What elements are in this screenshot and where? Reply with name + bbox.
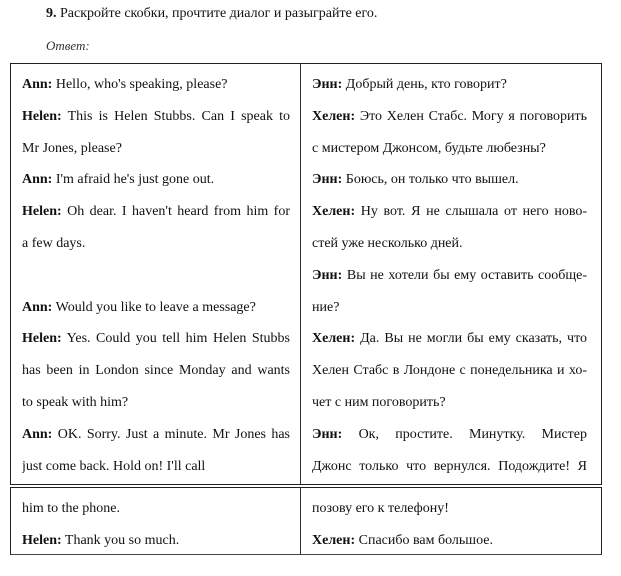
dialog-line	[22, 260, 290, 292]
russian-column	[301, 64, 601, 484]
line-text: Hello, who's speaking, please?	[55, 77, 228, 92]
speaker-name: Хелен:	[312, 204, 356, 220]
dialog-line	[312, 493, 587, 525]
speaker-name: Энн:	[312, 77, 343, 92]
line-text: Вы не хотели бы ему оставить сообще-	[346, 267, 587, 283]
speaker-name: Хелен:	[312, 331, 356, 347]
line-text: Thank you so much.	[64, 532, 180, 548]
line-text: Боюсь, он только что вышел.	[345, 172, 519, 188]
dialog-line	[22, 196, 290, 228]
dialog-line	[312, 196, 587, 228]
dialog-line	[22, 493, 290, 525]
speaker-name: Helen:	[22, 204, 62, 220]
russian-column	[301, 488, 601, 554]
dialog-line	[22, 133, 290, 165]
dialog-line	[22, 525, 290, 557]
task-heading	[46, 6, 377, 22]
line-text: Это Хелен Стабс. Могу я поговорить	[359, 108, 587, 124]
english-column	[11, 64, 301, 484]
dialog-line	[312, 419, 587, 451]
dialog-line	[312, 228, 587, 260]
dialog-line	[22, 355, 290, 387]
line-text: ние?	[312, 299, 340, 315]
speaker-name: Энн:	[312, 426, 343, 442]
line-text: Would you like to leave a message?	[55, 299, 256, 315]
line-text: позову его к телефону!	[312, 501, 449, 516]
dialog-line	[22, 419, 290, 451]
dialog-line	[312, 292, 587, 324]
speaker-name: Энн:	[312, 267, 343, 283]
line-text: him to the phone.	[22, 501, 120, 516]
line-text: Хелен Стабс в Лондоне с понедельника и хо-	[312, 363, 587, 379]
line-text: Джонс только что вернулся. Подождите! Я	[312, 458, 587, 474]
dialog-line	[312, 101, 587, 133]
dialog-line	[312, 69, 587, 101]
dialog-line	[22, 101, 290, 133]
speaker-name: Helen:	[22, 108, 62, 124]
dialog-table	[10, 63, 602, 485]
line-text: Mr Jones, please?	[22, 140, 122, 156]
dialog-line	[312, 525, 587, 557]
speaker-name: Хелен:	[312, 532, 356, 548]
dialog-line	[22, 323, 290, 355]
answer-label: Ответ:	[46, 38, 90, 53]
dialog-line	[22, 387, 290, 419]
line-text: a few days.	[22, 235, 86, 251]
line-text: чет с ним поговорить?	[312, 394, 446, 410]
line-text: Yes. Could you tell him Helen Stubbs	[66, 331, 290, 347]
speaker-name: Ann:	[22, 77, 53, 92]
line-text: стей уже несколько дней.	[312, 235, 463, 251]
english-column	[11, 488, 301, 554]
speaker-name: Энн:	[312, 172, 343, 188]
speaker-name: Ann:	[22, 299, 53, 315]
line-text: to speak with him?	[22, 394, 129, 410]
dialog-line	[312, 451, 587, 483]
line-text: Ок, простите. Минутку. Мистер	[358, 426, 587, 442]
dialog-line	[312, 323, 587, 355]
dialog-line	[312, 133, 587, 165]
dialog-line	[22, 164, 290, 196]
line-text: Добрый день, кто говорит?	[345, 77, 507, 92]
line-text: Спасибо вам большое.	[358, 532, 493, 548]
speaker-name: Helen:	[22, 331, 62, 347]
dialog-line	[22, 451, 290, 483]
line-text: This is Helen Stubbs. Can I speak to	[67, 108, 290, 124]
dialog-line	[22, 69, 290, 101]
dialog-line	[312, 387, 587, 419]
dialog-line	[22, 228, 290, 260]
speaker-name: Ann:	[22, 426, 53, 442]
line-text: Oh dear. I haven't heard from him for	[67, 204, 290, 220]
speaker-name: Ann:	[22, 172, 53, 188]
dialog-table-continued	[10, 487, 602, 555]
line-text: OK. Sorry. Just a minute. Mr Jones has	[57, 426, 290, 442]
line-text: Да. Вы не могли бы ему сказать, что	[360, 331, 587, 347]
task-number: 9.	[46, 6, 57, 21]
task-text: Раскройте скобки, прочтите диалог и разыграйте его.	[60, 6, 378, 21]
speaker-name: Хелен:	[312, 108, 356, 124]
line-text: just come back. Hold on! I'll call	[22, 458, 206, 474]
speaker-name: Helen:	[22, 532, 62, 548]
line-text: has been in London since Monday and wants	[22, 363, 290, 379]
dialog-line	[22, 292, 290, 324]
dialog-line	[312, 260, 587, 292]
dialog-line	[312, 355, 587, 387]
line-text: с мистером Джонсом, будьте любезны?	[312, 140, 546, 156]
dialog-line	[312, 164, 587, 196]
line-text: I'm afraid he's just gone out.	[55, 172, 215, 188]
line-text: Ну вот. Я не слышала от него ново-	[360, 204, 587, 220]
